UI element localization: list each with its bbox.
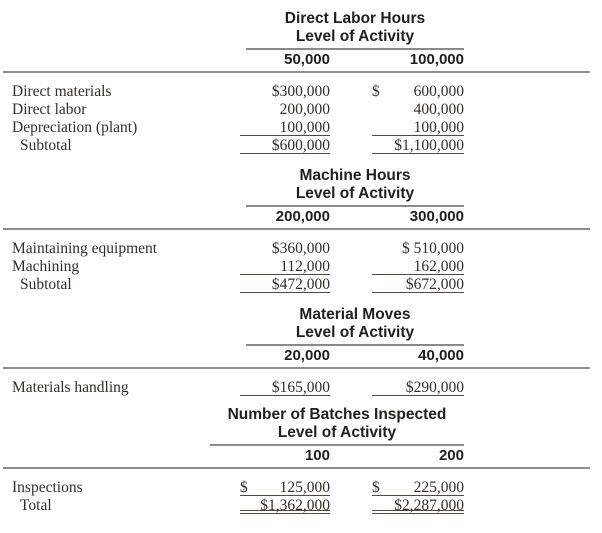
section-rows (0, 379, 602, 397)
amount-cell (240, 119, 330, 136)
section-title: Machine Hours (299, 167, 411, 184)
table-row (0, 83, 602, 101)
amount-cell (372, 479, 464, 496)
amount-cell (240, 240, 330, 257)
amount-cell (240, 276, 330, 293)
row-label: Subtotal (20, 137, 72, 154)
amount-cell (372, 83, 464, 100)
table-row (0, 240, 602, 258)
section-header (246, 306, 464, 346)
row-label: Subtotal (20, 276, 72, 293)
amount-value: 400,000 (413, 101, 464, 118)
amount-value: $672,000 (405, 276, 464, 293)
amount-cell (372, 240, 464, 257)
section-material-moves (0, 306, 602, 397)
column-header-activity-1: 100 (304, 447, 330, 464)
section-header (246, 167, 464, 207)
amount-cell (372, 497, 464, 514)
section-title: Direct Labor Hours (284, 10, 426, 27)
amount-cell (372, 258, 464, 275)
amount-cell (240, 479, 330, 496)
section-batches-inspected (0, 406, 602, 515)
section-title: Material Moves (299, 306, 411, 323)
table-row (0, 379, 602, 397)
section-direct-labor-hours (0, 0, 602, 155)
amount-value: 600,000 (413, 83, 464, 100)
row-label: Materials handling (12, 379, 129, 396)
amount-value: $1,362,000 (260, 497, 330, 514)
column-header-activity-1: 20,000 (284, 347, 330, 364)
column-headers (0, 50, 602, 70)
amount-value: $1,100,000 (394, 137, 464, 154)
row-label: Direct materials (12, 83, 112, 100)
table-row (0, 258, 602, 276)
section-machine-hours (0, 167, 602, 294)
amount-cell (240, 137, 330, 154)
column-header-activity-2: 100,000 (409, 51, 464, 68)
table-row (0, 101, 602, 119)
amount-value: $290,000 (405, 379, 464, 396)
row-label: Maintaining equipment (12, 240, 158, 257)
section-rows (0, 83, 602, 155)
amount-cell (372, 137, 464, 154)
currency-sign: $ (240, 479, 248, 496)
section-header (210, 406, 464, 446)
amount-value: 125,000 (279, 479, 330, 496)
amount-value: 100,000 (413, 119, 464, 136)
amount-cell (240, 83, 330, 100)
column-header-activity-2: 300,000 (409, 208, 464, 225)
amount-cell (240, 258, 330, 275)
amount-value: $360,000 (271, 240, 330, 257)
level-of-activity-label: Level of Activity (295, 324, 415, 341)
column-headers (0, 346, 602, 366)
section-header (246, 10, 464, 50)
level-of-activity-label: Level of Activity (277, 424, 397, 441)
amount-value: 100,000 (279, 119, 330, 136)
amount-value: 162,000 (413, 258, 464, 275)
amount-value: $2,287,000 (394, 497, 464, 514)
subtotal-row (0, 137, 602, 155)
horizontal-rule (3, 228, 590, 230)
row-label: Machining (12, 258, 80, 275)
amount-cell (372, 101, 464, 118)
column-header-activity-2: 200 (438, 447, 464, 464)
currency-sign: $ (372, 83, 380, 100)
row-label: Total (20, 497, 52, 514)
level-of-activity-label: Level of Activity (295, 28, 415, 45)
horizontal-rule (3, 71, 590, 73)
amount-cell (372, 379, 464, 396)
amount-cell (372, 119, 464, 136)
column-header-activity-1: 200,000 (275, 208, 330, 225)
amount-value: 112,000 (280, 258, 330, 275)
amount-value: $600,000 (271, 137, 330, 154)
section-rows (0, 479, 602, 515)
total-row (0, 497, 602, 515)
amount-cell (240, 497, 330, 514)
level-of-activity-label: Level of Activity (295, 185, 415, 202)
amount-cell (240, 379, 330, 396)
amount-cell (240, 101, 330, 118)
amount-value: $165,000 (271, 379, 330, 396)
row-label: Direct labor (12, 101, 87, 118)
column-header-activity-1: 50,000 (284, 51, 330, 68)
amount-value: $300,000 (271, 83, 330, 100)
amount-value: 225,000 (413, 479, 464, 496)
horizontal-rule (3, 467, 590, 469)
horizontal-rule (3, 367, 590, 369)
column-headers (0, 207, 602, 227)
row-label: Inspections (12, 479, 83, 496)
column-headers (0, 446, 602, 466)
table-row (0, 119, 602, 137)
amount-value: $ 510,000 (402, 240, 464, 257)
section-title: Number of Batches Inspected (227, 406, 447, 423)
amount-value: 200,000 (279, 101, 330, 118)
column-header-activity-2: 40,000 (418, 347, 464, 364)
section-rows (0, 240, 602, 294)
amount-value: $472,000 (271, 276, 330, 293)
subtotal-row (0, 276, 602, 294)
row-label: Depreciation (plant) (12, 119, 138, 136)
amount-cell (372, 276, 464, 293)
table-row (0, 479, 602, 497)
currency-sign: $ (372, 479, 380, 496)
